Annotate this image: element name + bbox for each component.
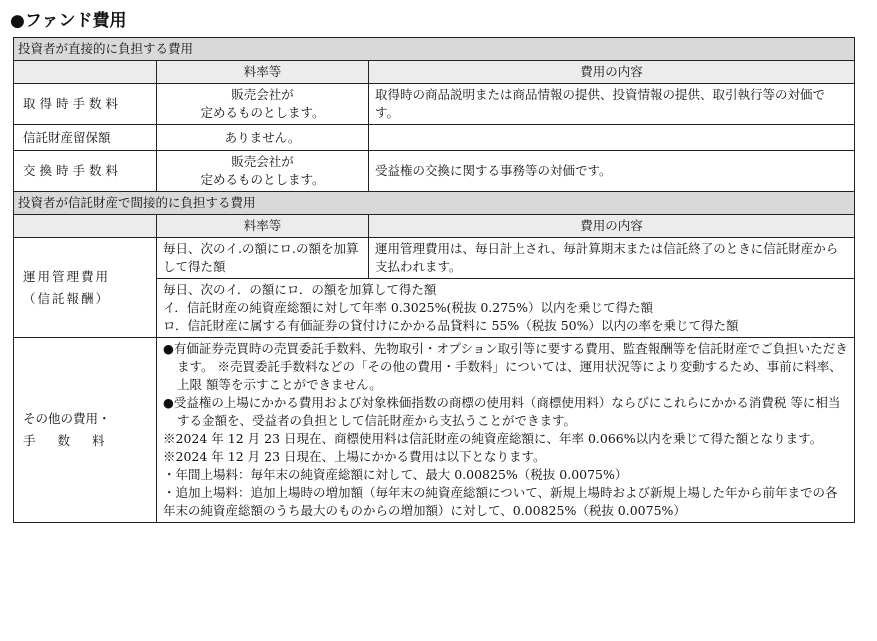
indirect-section-row xyxy=(14,192,855,215)
row-content-management-fee: 運用管理費用は、毎日計上され、毎計算期末または信託終了のときに信託財産から支払われます。 xyxy=(369,238,855,279)
direct-col-rate: 料率等 xyxy=(157,61,369,84)
table-row xyxy=(14,125,855,151)
other-fees-content xyxy=(157,338,855,523)
indirect-col-content: 費用の内容 xyxy=(369,215,855,238)
other-bullet-2: ●受益権の上場にかかる費用および対象株価指数の商標の使用料（商標使用料）ならびにこれらにかかる消費税 等に相当する金額を、受益者の負担として信託財産から支払うことができます。 xyxy=(163,395,841,428)
other-fees-label-line2: 手数料 xyxy=(23,433,127,448)
other-bullet-1: ●有価証券売買時の売買委託手数料、先物取引・オプション取引等に要する費用、監査報酬等を信託財産でご負担いただきます。 ※売買委託手数料などの「その他の費用・手数料」については、運用状況等により変動するため、事前に料率、上限 額等を示すことができません。 xyxy=(163,341,848,392)
row-content-exchange-fee: 受益権の交換に関する事務等の対価です。 xyxy=(369,151,855,192)
direct-section-row xyxy=(14,38,855,61)
row-rate-trust-reserve: ありません。 xyxy=(157,125,369,151)
other-fees-label-line1: その他の費用・ xyxy=(23,411,111,426)
row-label-exchange-fee: 交換時手数料 xyxy=(14,151,157,192)
other-note-1: ※2024 年 12 月 23 日現在、商標使用料は信託財産の純資産総額に、年率 0.066%以内を乗じて得た額となります。 xyxy=(163,431,823,446)
row-content-trust-reserve xyxy=(369,125,855,151)
row-label-management-fee: 運用管理費用 （信託報酬） xyxy=(14,238,157,338)
direct-col-content: 費用の内容 xyxy=(369,61,855,84)
direct-section-title: 投資者が直接的に負担する費用 xyxy=(14,38,855,61)
row-label-acquisition-fee: 取得時手数料 xyxy=(14,84,157,125)
table-row xyxy=(14,338,855,523)
other-note-4: ・追加上場料：追加上場時の増加額（毎年末の純資産総額について、新規上場時および新規上場した年から前年までの各年末の純資産総額のうち最大のものからの増加額）に対して、0.00825%（税抜 0.0075%） xyxy=(163,485,838,518)
row-label-other-fees xyxy=(14,338,157,523)
page-title: ●ファンド費用 xyxy=(10,11,127,31)
management-fee-detail xyxy=(157,279,855,338)
table-row xyxy=(14,151,855,192)
row-rate-acquisition-fee: 販売会社が 定めるものとします。 xyxy=(157,84,369,125)
table-row xyxy=(14,84,855,125)
detail-intro: 毎日、次のイ．の額にロ．の額を加算して得た額 xyxy=(163,282,437,297)
other-note-3: ・年間上場料：毎年末の純資産総額に対して、最大 0.00825%（税抜 0.0075%） xyxy=(163,467,628,482)
direct-header-row xyxy=(14,61,855,84)
other-note-2: ※2024 年 12 月 23 日現在、上場にかかる費用は以下となります。 xyxy=(163,449,546,464)
detail-i: イ．信託財産の純資産総額に対して年率 0.3025%(税抜 0.275%）以内を乗じて得た額 xyxy=(163,300,653,315)
indirect-col-rate: 料率等 xyxy=(157,215,369,238)
indirect-header-row xyxy=(14,215,855,238)
fund-cost-table xyxy=(13,37,855,523)
row-rate-exchange-fee: 販売会社が 定めるものとします。 xyxy=(157,151,369,192)
row-content-acquisition-fee: 取得時の商品説明または商品情報の提供、投資情報の提供、取引執行等の対価です。 xyxy=(369,84,855,125)
row-label-trust-reserve: 信託財産留保額 xyxy=(14,125,157,151)
table-row xyxy=(14,238,855,279)
row-rate-management-fee: 毎日、次のイ.の額にロ.の額を加算して得た額 xyxy=(157,238,369,279)
indirect-section-title: 投資者が信託財産で間接的に負担する費用 xyxy=(14,192,855,215)
detail-ro: ロ．信託財産に属する有価証券の貸付けにかかる品貸料に 55%（税抜 50%）以内の率を乗じて得た額 xyxy=(163,318,739,333)
